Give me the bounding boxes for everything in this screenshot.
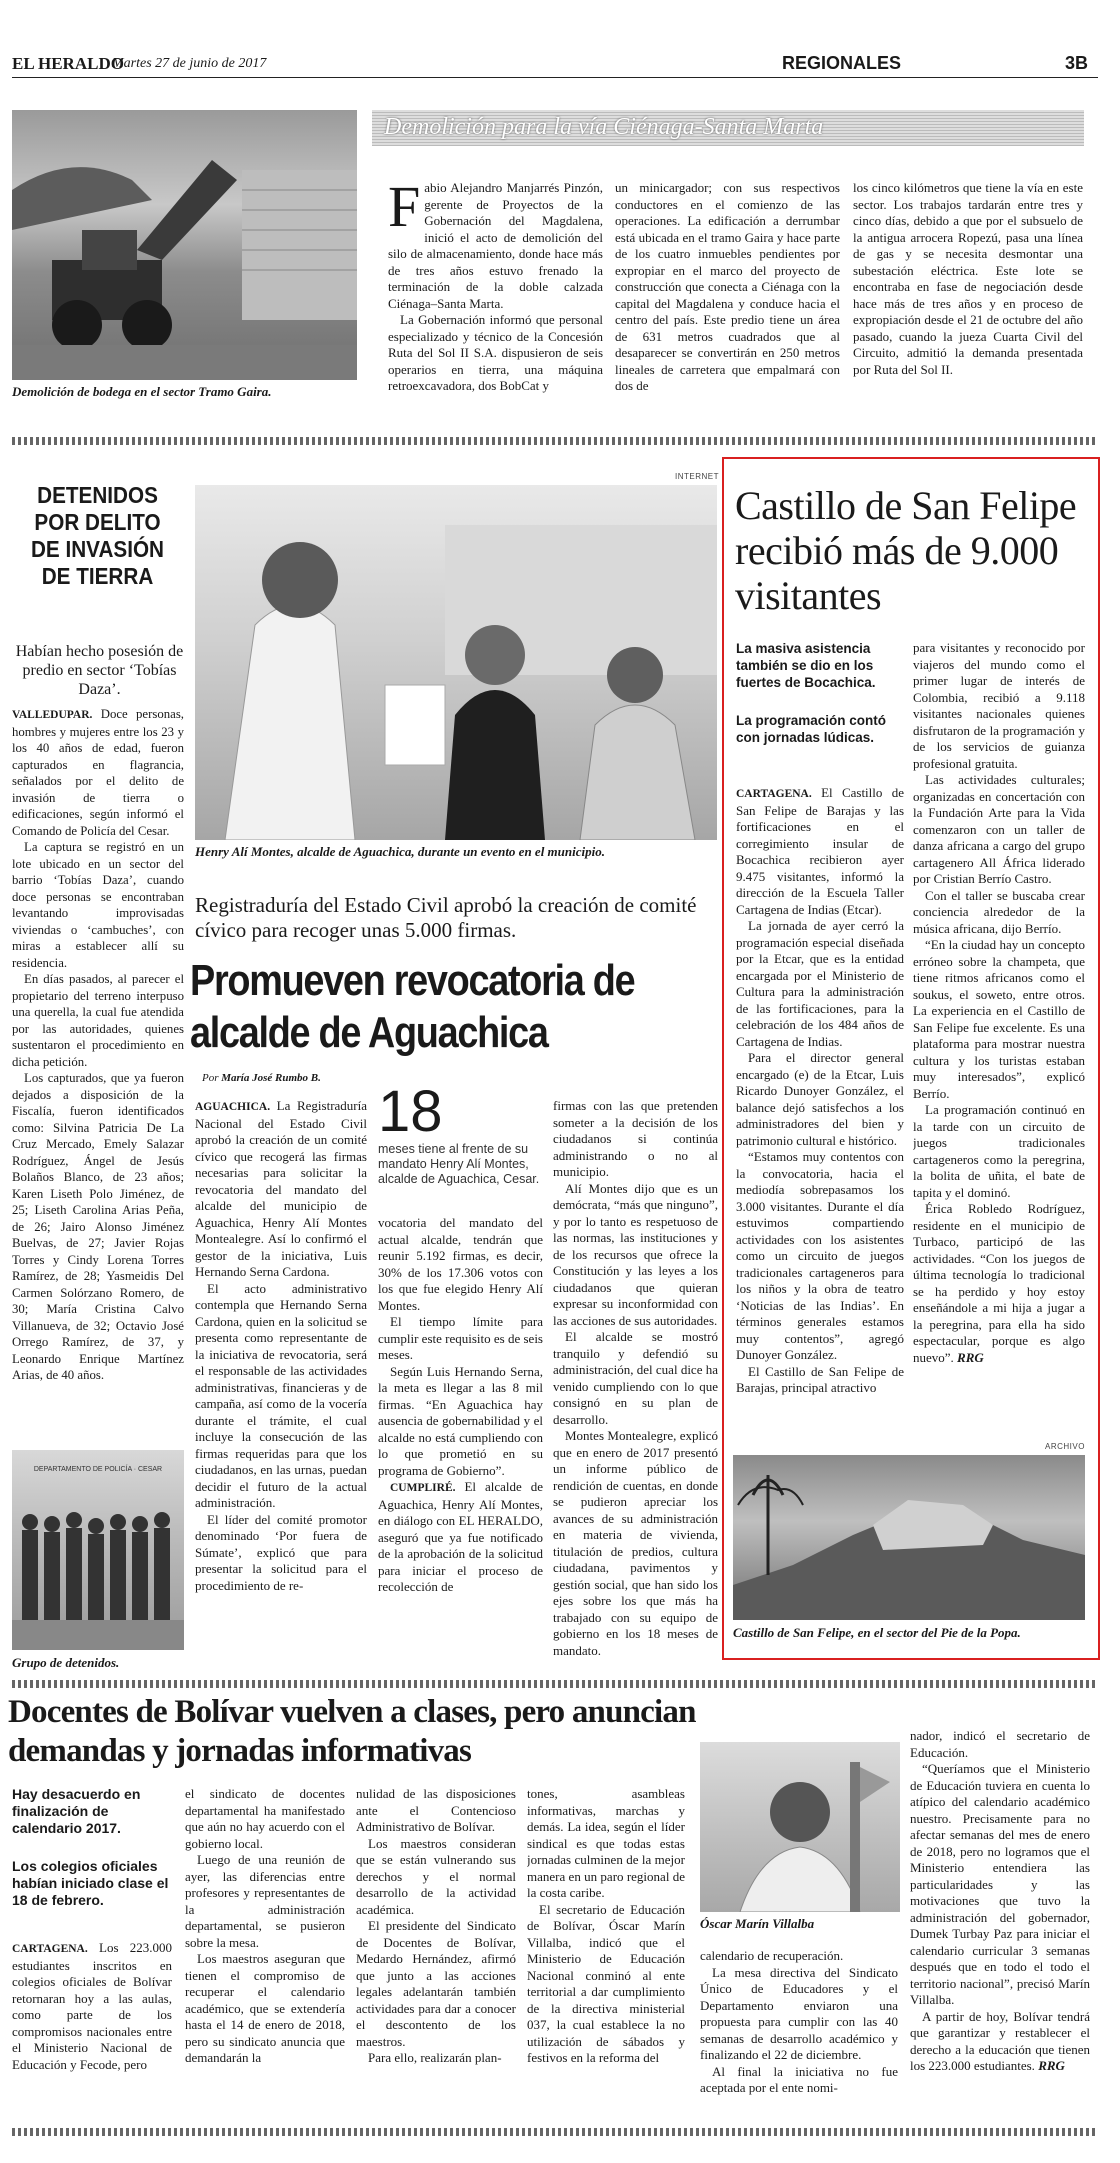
event-illustration: [195, 485, 717, 840]
docentes-col-3: [356, 1786, 516, 2121]
secretary-illustration: [700, 1742, 900, 1912]
docentes-subhead-1: Hay desacuerdo en finalización de calendario 2017.: [12, 1786, 141, 1836]
docentes-headline: Docentes de Bolívar vuelven a clases, pero anuncian demandas y jornadas informativas: [8, 1694, 696, 1769]
aguachica-col-1: [195, 1098, 367, 1658]
police-wall-label: DEPARTAMENTO DE POLICÍA · CESAR: [33, 1466, 163, 1473]
detainees-caption: Grupo de detenidos.: [12, 1655, 120, 1670]
dateline: VALLEDUPAR.: [12, 709, 93, 721]
docentes-col-4: [527, 1786, 685, 2121]
secretary-photo: [700, 1742, 900, 1912]
castillo-headline: Castillo de San Felipe recibió más de 9.000 visitantes: [735, 483, 1077, 618]
docentes-paragraph: Para ello, realizarán plan-: [368, 2050, 502, 2065]
castle-illustration: [733, 1455, 1085, 1620]
aguachica-paragraph: El líder del comité promotor denominado ‘Por fuera de Súmate’, explicó que para presentar la solicitud para el procedimiento de re-: [195, 1511, 367, 1593]
aguachica-paragraph: Alí Montes dijo que es un demócrata, “más que ninguno”, y por lo tanto es respetuoso de las normas, las instituciones y de los recursos que ofrece la Constitución y las leyes a los ciudadanos que quieran expresar su inconformidad con las acciones de sus autoridades.: [553, 1180, 718, 1328]
castillo-paragraph: La programación continuó en la tarde con un circuito de juegos tradicionales cartageneros como la peregrina, la bolita de uñita, el bate de tapita y el dominó.: [913, 1102, 1085, 1200]
secretary-caption: Óscar Marín Villalba: [700, 1916, 815, 1931]
docentes-paragraph: Los 223.000 estudiantes inscritos en colegios oficiales de Bolívar retornaran hoy a las aulas, como parte de los compromisos nacionales entre el Ministerio Nacional de Educación y Fecode, pero: [12, 1940, 172, 2072]
footer-divider: [12, 2128, 1098, 2136]
page-number: 3B: [1065, 53, 1089, 73]
docentes-paragraph: calendario de recuperación.: [700, 1948, 844, 1963]
docentes-paragraph: tones, asambleas informativas, marchas y demás. La idea, según el líder sindical es que todas estas jornadas culminen de la mejor manera en un paro regional de la costa caribe.: [527, 1786, 685, 1900]
castillo-paragraph: Con el taller se buscaba crear conciencia alrededor de la música africana, dijo Berrío.: [913, 887, 1085, 936]
docentes-paragraph: Luego de una reunión de ayer, las diferencias entre profesores y representantes de la administración departamental, se pusieron sobre la mesa.: [185, 1852, 345, 1950]
castillo-col-1: [736, 785, 904, 1437]
docentes-paragraph: La mesa directiva del Sindicato Único de Educadores y el Departamento enviaron una propuesta para cumplir con las 40 semanas de desarrollo académico y finalizando el 22 de diciembre.: [700, 1964, 898, 2062]
aguachica-paragraph: El acto administrativo contempla que Hernando Serna Cardona, quien en la solicitud se presenta como representante de la iniciativa de revocatoria, será el responsable de las actividades administrativas, financieras y de campaña, así como de la vocería durante el trámite, el cual incluye la consecución de las firmas requeridas para que los ciudadanos, en las urnas, puedan decidir el futuro de la actual administración.: [195, 1280, 367, 1510]
aguachica-paragraph: El tiempo límite para cumplir este requisito es de seis meses.: [378, 1314, 543, 1362]
section-name: REGIONALES: [782, 53, 902, 73]
aguachica-headline: Promueven revocatoria de alcalde de Aguachica: [190, 956, 635, 1057]
docentes-paragraph: Los maestros aseguran que tienen el compromiso de recuperar el calendario académico, que se extendería hasta el 14 de enero de 2018, pero su sindicato anuncia que demandarán la: [185, 1951, 345, 2065]
castle-caption: Castillo de San Felipe, en el sector del Pie de la Popa.: [733, 1625, 1021, 1640]
detenidos-title: DETENIDOS POR DELITO DE INVASIÓN DE TIERRA: [30, 482, 165, 589]
aguachica-col-2: [378, 1215, 543, 1655]
pull-stat-number: 18: [378, 1079, 443, 1144]
castillo-photo-credit: ARCHIVO: [1045, 1442, 1085, 1451]
dateline: AGUACHICA.: [195, 1101, 271, 1113]
docentes-paragraph: “Queríamos que el Ministerio de Educación tuviera en cuenta lo atípico del calendario académico nuestro. Precisamente para no afectar semanas del mes de enero de 2018, pero no logramos que el Ministerio entendiera las particularidades y las motivaciones que tuvo la administración del gobernador, Dumek Turbay Paz para iniciar el calendario curricular 3 semanas después que en todo el todo el territorio nacional”, precisó Marín Villalba.: [910, 1761, 1090, 2007]
detenidos-paragraph: En días pasados, al parecer el propietario del terreno interpuso una querella, la cual fue atendida por las autoridades, quienes sustentaron el procedimiento en dicha petición.: [12, 972, 184, 1069]
detainees-figures: [12, 1450, 184, 1650]
detenidos-paragraph: La captura se registró en un lote ubicado en un sector del barrio ‘Tobías Daza’, cuando doce personas se encontraban levantando improvisadas viviendas o ‘cambuches’, con miras a establecer allí su residencia.: [12, 840, 184, 970]
docentes-paragraph: El secretario de Educación de Bolívar, Óscar Marín Villalba, indicó que el Ministerio de Educación Nacional conminó al ente territorial a dar cumplimiento de la directiva ministerial 037, la cual establece la no utilización de sábados y festivos en la reforma del: [527, 1901, 685, 2065]
aguachica-photo-credit: INTERNET: [675, 472, 719, 481]
docentes-paragraph: Al final la iniciativa no fue aceptada por el ente nomi-: [700, 2063, 898, 2095]
aguachica-paragraph: La Registraduría Nacional del Estado Civil aprobó la creación de un comité cívico que recogerá las firmas necesarias para solicitar la revocatoria del mandato del alcalde del municipio de Aguachica, Henry Alí Montes Montealegre. Así lo confirmó el gestor de la iniciativa, Luis Hernando Serna Cardona.: [195, 1098, 367, 1279]
demolition-caption: Demolición de bodega en el sector Tramo Gaira.: [12, 384, 272, 399]
demolition-paragraph: La Gobernación informó que personal especializado y técnico de la Concesión Ruta del Sol II S.A. dispusieron de seis operarios en tierra, una máquina retroexcavadora, dos BobCat y: [388, 312, 603, 393]
docentes-paragraph: Los maestros consideran que se están vulnerando sus derechos y el normal desarrollo de la actividad académica.: [356, 1835, 516, 1917]
subhead-lead: CUMPLIRÉ.: [390, 1482, 456, 1494]
demolition-title: Demolición para la vía Ciénaga-Santa Marta: [384, 114, 824, 140]
byline-prefix: Por: [202, 1072, 219, 1084]
section-divider: [12, 437, 1098, 445]
dateline: CARTAGENA.: [12, 1943, 88, 1955]
castillo-subhead-2: La programación contó con jornadas lúdicas.: [736, 713, 887, 745]
castillo-paragraph: Para el director general encargado (e) de la Etcar, Luis Ricardo Dunoyer González, el balance dejó satisfechos a los administradores del bien y patrimonio cultural e histórico.: [736, 1050, 904, 1148]
docentes-subhead-2: Los colegios oficiales habían iniciado clase el 18 de febrero.: [12, 1858, 169, 1908]
aguachica-paragraph: El alcalde se mostró tranquilo y defendió su administración, del cual dice ha venido cumpliendo con lo que consignó en su plan de desarrollo.: [553, 1329, 718, 1427]
drop-cap: F: [388, 180, 421, 239]
docentes-paragraph: nador, indicó el secretario de Educación.: [910, 1728, 1090, 1760]
docentes-col-5: [700, 1948, 898, 2120]
castillo-paragraph: El Castillo de San Felipe de Barajas y las fortificaciones en el corregimiento insular de Bocachica recibieron ayer 9.475 visitantes, informó la dirección de la Escuela Taller Cartagena de Indias (Etcar).: [736, 785, 904, 917]
detenidos-body: [12, 706, 184, 1416]
demolition-title-bar: [372, 110, 1084, 146]
docentes-paragraph: A partir de hoy, Bolívar tendrá que garantizar y restablecer el derecho a la educación que tienen los 223.000 estudiantes.: [910, 2008, 1090, 2073]
castillo-subhead-1: La masiva asistencia también se dio en los fuertes de Bocachica.: [736, 641, 876, 690]
author-initials: RRG: [957, 1349, 984, 1365]
newspaper-name: EL HERALDO: [12, 54, 124, 73]
detenidos-paragraph: Los capturados, que ya fueron dejados a disposición de la Fiscalía, fueron identificados como: Silvina Patricia De La Cruz Mercado, Emely Salazar Rodríguez, Ángel de Jesús Bolaños Blanco, de 23 años; Karen Liseth Polo Jiménez, de 25; Liseth Carolina Arias Peña, de 26; Jairo Alonso Jiménez Buelvas, de 27; Javier Rojas Torres y Cindy Lorena Torres Ramírez, de 28; Yasmeidis Del Carmen Solórzano Romero, de 30; María Cristina Calvo Villanueva, de 32; Octavio José Orrego Ramírez, de 37, y Leonardo Enrique Martínez Arias, de 40 años.: [12, 1071, 184, 1382]
castillo-paragraph: Las actividades culturales; organizadas en concertación con la Fundación Arte para la Vida comenzaron con un taller de danza africana a cargo del grupo cartagenero All África liderado por Cristian Berrío Castro.: [913, 772, 1085, 886]
demolition-paragraph: los cinco kilómetros que tiene la vía en este sector. Los trabajos tardarán entre tres y cinco días, debido a que por el subsuelo de la antigua arrocera Ropezú, pasa una línea de gas y se necesita desmontar una subestación eléctrica. Este lote se encontraba en fase de negociación desde hace más de tres años y en proceso de expropiación desde el 21 de octubre del año pasado, cuando la jueza Cuarta Civil del Circuito, admitió la demanda presentada por Ruta del Sol II.: [853, 180, 1083, 377]
demolition-paragraph: un minicargador; con sus respectivos conductores en el comienzo de las operaciones. La edificación a derrumbar está ubicada en el tramo Gaira y hace parte de los cuatro inmuebles pendientes por expropiar en el marco del proyecto de construcción que conecta a Ciénaga con la capital del Magdalena y conduce hacia el centro del país. Este predio tiene un área de 631 metros cuadrados que al desaparecer se convertirán en 250 metros lineales de carretera que empalmará con dos de: [615, 180, 840, 393]
masthead: [12, 50, 1098, 78]
castillo-paragraph: La jornada de ayer cerró la programación especial diseñada por la Etcar, que es la entidad encargada por el Ministerio de Cultura para la administración de las fortificaciones, para la celebración de los 484 años de Cartagena de Indias.: [736, 918, 904, 1049]
docentes-col-2: [185, 1786, 345, 2121]
dateline: CARTAGENA.: [736, 788, 812, 800]
castillo-paragraph: para visitantes y reconocido por viajeros del mundo como el primer lugar de interés de Colombia, recibió a 9.118 visitantes nacionales quienes disfrutaron de la programación y de los servicios de guianza profesional gratuita.: [913, 640, 1085, 771]
aguachica-paragraph: firmas con las que pretenden someter a la decisión de los ciudadanos si continúa administrando o no al municipio.: [553, 1098, 718, 1179]
byline-author: María José Rumbo B.: [221, 1072, 321, 1084]
detenidos-deck: Habían hecho posesión de predio en sector ‘Tobías Daza’.: [15, 643, 184, 698]
castle-photo: [733, 1455, 1085, 1620]
docentes-col-6: [910, 1728, 1090, 2120]
castillo-paragraph: “Estamos muy contentos con la convocatoria, hacia el mediodía sobrepasamos los 3.000 visitantes. Durante el día estuvimos compartiendo actividades con los asistentes como un circuito de juegos tradicionales cartageneros para los niños y la obra de teatro ‘Noticias de las Indias’. En términos generales estamos muy contentos”, agregó Dunoyer González.: [736, 1149, 904, 1362]
castillo-paragraph: “En la ciudad hay un concepto erróneo sobre la champeta, que tiene ritmos africanos como el soukus, el soweto, entre otros. La experiencia en el Castillo de San Felipe fue excelente. Es una plataforma para mostrar nuestra cultura y los turistas estaban muy interesados”, explicó Berrío.: [913, 937, 1085, 1101]
excavator-illustration: [12, 110, 357, 380]
docentes-paragraph: El presidente del Sindicato de Docentes de Bolívar, Medardo Hernández, afirmó que junto a las acciones legales adelantarán también actividades para dar a conocer el descontento de los maestros.: [356, 1918, 516, 2049]
aguachica-paragraph: vocatoria del mandato del actual alcalde, tendrán que reunir 5.192 firmas, es decir, 30% de los 17.306 votos con los que fue elegido Henry Alí Montes.: [378, 1215, 543, 1313]
docentes-paragraph: nulidad de las disposiciones ante el Contencioso Administrativo de Bolívar.: [356, 1786, 516, 1834]
detainees-photo: [12, 1450, 184, 1650]
pull-stat-text: meses tiene al frente de su mandato Henry Alí Montes, alcalde de Aguachica, Cesar.: [378, 1142, 540, 1186]
castillo-paragraph: El Castillo de San Felipe de Barajas, principal atractivo: [736, 1363, 904, 1395]
aguachica-paragraph: Según Luis Hernando Serna, la meta es llegar a las 8 mil firmas. “En Aguachica hay ausencia de gobernabilidad y el alcalde no está cumpliendo con lo que prometió en su programa de Gobierno”.: [378, 1363, 543, 1478]
aguachica-deck: Registraduría del Estado Civil aprobó la creación de comité cívico para recoger unas 5.000 firmas.: [195, 893, 697, 942]
author-initials: RRG: [1038, 2058, 1065, 2073]
aguachica-paragraph: El alcalde de Aguachica, Henry Alí Montes, en diálogo con EL HERALDO, aseguró que ya fue notificado de la aprobación de la solicitud para iniciar el proceso de recolección de: [378, 1479, 543, 1594]
docentes-paragraph: el sindicato de docentes departamental ha manifestado que aún no hay acuerdo con el gobierno local.: [185, 1786, 345, 1851]
mayor-photo: [195, 485, 717, 840]
docentes-col-1: [12, 1940, 172, 2120]
pull-stat: [378, 1079, 544, 1187]
demolition-photo: [12, 110, 357, 380]
section-divider: [12, 1680, 1098, 1688]
aguachica-paragraph: Montes Montealegre, explicó que en enero de 2017 presentó un informe público de rendición de cuentas, en donde se pudieron apreciar los avances de su administración en materia de vivienda, titulación de predios, cultura ciudadana, pavimentos y gestión social, que han sido los ejes sobre los que más ha trabajado con su equipo de gobierno en los 18 meses de mandato.: [553, 1428, 718, 1658]
detenidos-paragraph: Doce personas, hombres y mujeres entre los 23 y los 40 años de edad, fueron capturados en flagrancia, señalados por el delito de invasión de tierra o edificaciones, según informó el Comando de Policía del Cesar.: [12, 707, 184, 838]
demolition-paragraph: abio Alejandro Manjarrés Pinzón, gerente de Proyectos de la Gobernación del Magdalena, inició el acto de demolición del silo de almacenamiento, donde hace más de tres años estuvo frenado la terminación de la doble calzada Ciénaga–Santa Marta.: [388, 180, 603, 311]
aguachica-col-3: [553, 1098, 718, 1658]
castillo-col-2: [913, 640, 1085, 1440]
byline: [202, 1072, 321, 1084]
castillo-paragraph: Érica Robledo Rodríguez, residente en el municipio de Turbaco, participó de las actividades. “Con los juegos de última tecnología lo tradicional se ha perdido y hoy estoy enseñándole a mi hija a jugar a la peregrina, para ella ha sido espectacular, porque es algo nuevo”.: [913, 1201, 1085, 1365]
issue-date: Martes 27 de junio de 2017: [112, 56, 267, 71]
mayor-caption: Henry Alí Montes, alcalde de Aguachica, durante un evento en el municipio.: [195, 844, 605, 859]
